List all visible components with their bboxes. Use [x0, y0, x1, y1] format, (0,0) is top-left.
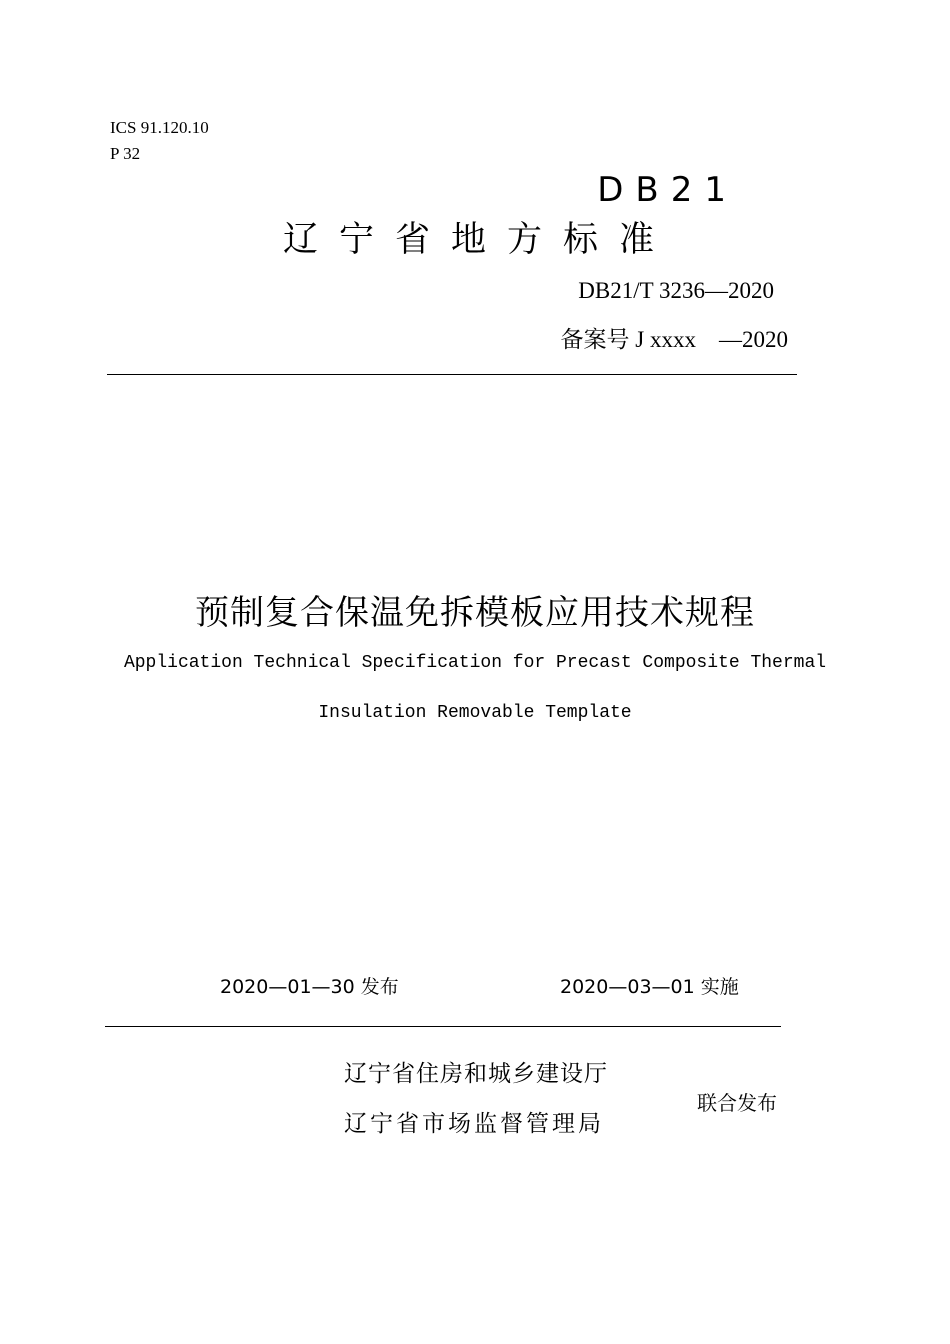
issuer-housing-department: 辽宁省住房和城乡建设厅: [344, 1061, 608, 1086]
classification-code: P 32: [110, 144, 141, 163]
standard-type-title: 辽宁省地方标准: [283, 220, 676, 260]
issuer-market-regulation: 辽宁省市场监督管理局: [344, 1111, 604, 1136]
publish-date: 2020—01—30 发布: [220, 976, 399, 998]
document-title-en-line2: Insulation Removable Template: [318, 703, 632, 723]
document-title-en-line1: Application Technical Specification for Precast Composite Thermal: [123, 653, 827, 673]
ics-code: ICS 91.120.10: [110, 118, 209, 137]
db-code: DB21: [597, 170, 738, 210]
effective-date: 2020—03—01 实施: [560, 976, 739, 998]
bottom-divider: [105, 1026, 781, 1027]
standard-number: DB21/T 3236—2020: [578, 278, 774, 303]
top-divider: [107, 374, 797, 375]
record-number: 备案号 J xxxx —2020: [560, 327, 788, 352]
joint-release-label: 联合发布: [697, 1091, 777, 1115]
document-title-cn: 预制复合保温免拆模板应用技术规程: [195, 593, 755, 633]
